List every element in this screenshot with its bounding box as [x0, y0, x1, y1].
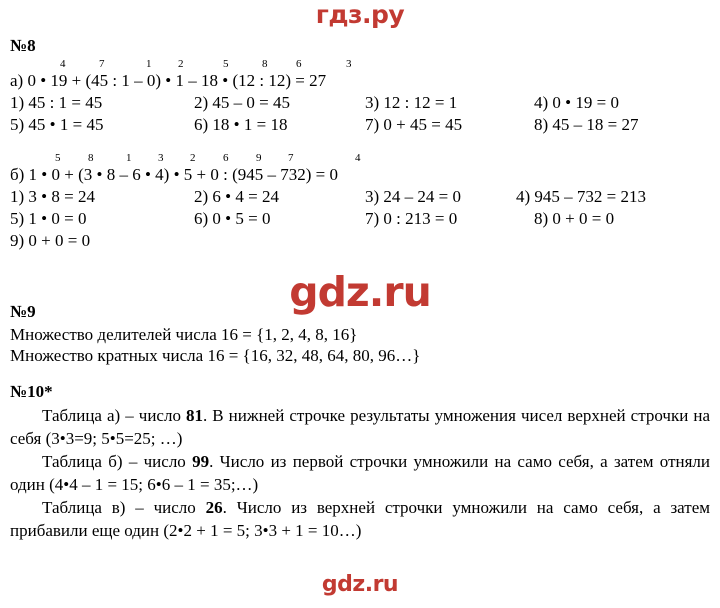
task-number-9: №9 — [10, 302, 36, 321]
order-mark: 2 — [190, 152, 196, 164]
step-item: 2) 45 – 0 = 45 — [194, 93, 290, 112]
order-mark: 4 — [60, 58, 66, 70]
order-mark: 7 — [99, 58, 105, 70]
order-mark: 6 — [223, 152, 229, 164]
step-item: 5) 45 • 1 = 45 — [10, 115, 104, 134]
paragraph-a-answer: 81 — [185, 406, 203, 425]
step-item: 3) 12 : 12 = 1 — [365, 93, 458, 112]
order-mark: 4 — [355, 152, 361, 164]
step-item: 1) 45 : 1 = 45 — [10, 93, 103, 112]
step-item: 9) 0 + 0 = 0 — [10, 231, 91, 250]
step-item: 8) 45 – 18 = 27 — [534, 115, 639, 134]
step-item: 1) 3 • 8 = 24 — [10, 187, 95, 206]
document-content — [10, 36, 710, 542]
expression-b: б) 1 • 0 + (3 • 8 – 6 • 4) • 5 + 0 : (945 – 732) = 0 — [10, 165, 338, 184]
task8-part-b — [10, 152, 710, 184]
order-mark: 1 — [146, 58, 152, 70]
task10-paragraph-v — [10, 496, 710, 542]
steps-row — [10, 208, 710, 230]
steps-row — [10, 92, 710, 114]
paragraph-v-answer: 26 — [205, 498, 223, 517]
step-item: 6) 18 • 1 = 18 — [194, 115, 288, 134]
order-mark: 5 — [223, 58, 229, 70]
order-mark: 2 — [178, 58, 184, 70]
task8-b-steps — [10, 186, 710, 252]
step-item: 8) 0 + 0 = 0 — [534, 209, 615, 228]
paragraph-v-before: Таблица в) – число — [42, 498, 206, 517]
order-marks-b — [10, 152, 710, 165]
order-mark: 8 — [262, 58, 268, 70]
task8-part-a — [10, 58, 710, 90]
step-item: 7) 0 : 213 = 0 — [365, 209, 458, 228]
task10-paragraph-a — [10, 404, 710, 450]
task9-line-1: Множество делителей числа 16 = {1, 2, 4, 8, 16} — [10, 325, 358, 344]
watermark-top: гдз.ру — [315, 0, 405, 29]
paragraph-v-after: . Число из верхней строчки умножили на само себя, а затем прибавили еще один (2•2 + 1 = 5; 3•3 + 1 = 10…) — [10, 498, 710, 540]
order-mark: 3 — [158, 152, 164, 164]
order-marks-a — [10, 58, 710, 71]
order-mark: 5 — [55, 152, 61, 164]
task-number-8: №8 — [10, 36, 36, 55]
task8-a-steps — [10, 92, 710, 136]
step-item: 3) 24 – 24 = 0 — [365, 187, 461, 206]
paragraph-b-after: . Число из первой строчки умножили на само себя, а затем отняли один (4•4 – 1 = 15; 6•6 – 1 = 35;…) — [10, 452, 710, 494]
task-number-10: №10* — [10, 382, 53, 401]
order-mark: 8 — [88, 152, 94, 164]
watermark-bottom: gdz.ru — [321, 572, 399, 597]
task9-line-2: Множество кратных числа 16 = {16, 32, 48, 64, 80, 96…} — [10, 346, 421, 365]
order-mark: 1 — [126, 152, 132, 164]
step-item: 6) 0 • 5 = 0 — [194, 209, 271, 228]
task10-paragraph-b — [10, 450, 710, 496]
order-mark: 7 — [288, 152, 294, 164]
paragraph-b-answer: 99 — [192, 452, 210, 471]
expression-a: а) 0 • 19 + (45 : 1 – 0) • 1 – 18 • (12 : 12) = 27 — [10, 71, 327, 90]
watermark-middle: gdz.ru — [289, 268, 431, 316]
paragraph-b-before: Таблица б) – число — [42, 452, 193, 471]
step-item: 5) 1 • 0 = 0 — [10, 209, 87, 228]
paragraph-a-after: . В нижней строчке результаты умножения чисел верхней строчки на себя (3•3=9; 5•5=25; …) — [10, 406, 711, 448]
step-item: 4) 945 – 732 = 213 — [516, 187, 646, 206]
order-mark: 6 — [296, 58, 302, 70]
steps-row — [10, 114, 710, 136]
order-mark: 9 — [256, 152, 262, 164]
step-item: 7) 0 + 45 = 45 — [365, 115, 463, 134]
steps-row — [10, 186, 710, 208]
paragraph-a-before: Таблица а) – число — [42, 406, 186, 425]
order-mark: 3 — [346, 58, 352, 70]
step-item: 2) 6 • 4 = 24 — [194, 187, 279, 206]
step-item: 4) 0 • 19 = 0 — [534, 93, 619, 112]
steps-row — [10, 230, 710, 252]
